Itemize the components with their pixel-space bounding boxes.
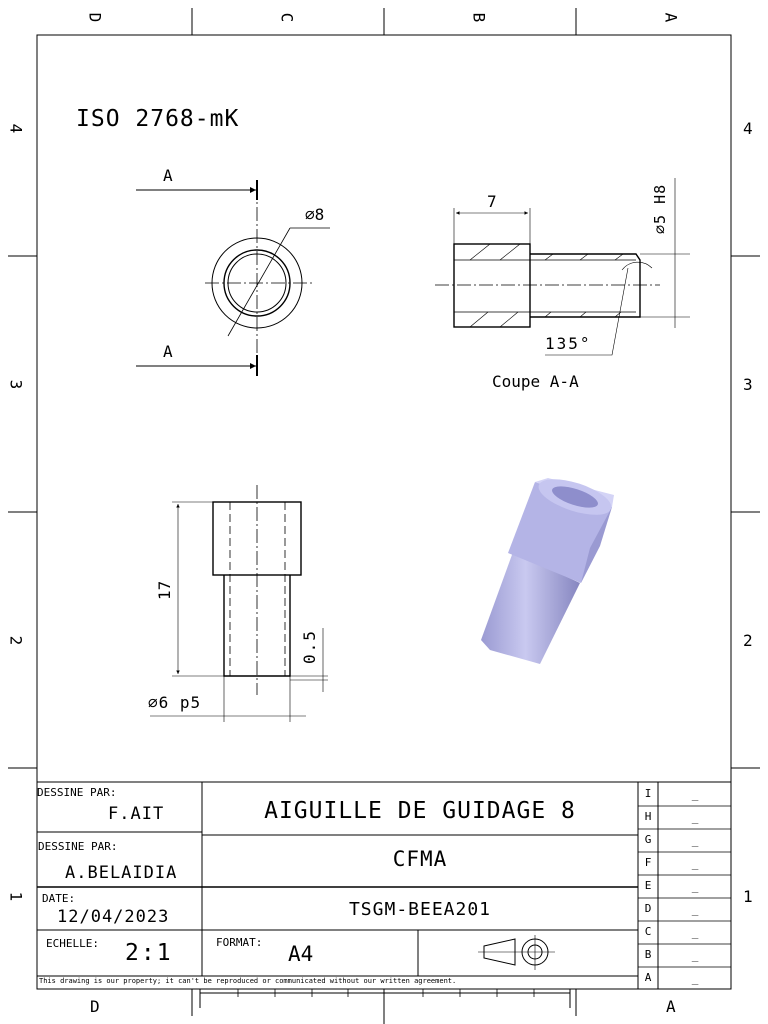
zone-label-top-c: C — [277, 12, 297, 23]
part-3d-view — [481, 472, 615, 664]
section-mark-bottom: A — [163, 342, 173, 361]
revision-letter: E — [644, 879, 652, 892]
revision-value: _ — [691, 857, 699, 870]
tolerance-note: ISO 2768-mK — [76, 106, 240, 132]
date-label: DATE: — [42, 892, 76, 905]
section-title: Coupe A-A — [492, 372, 579, 391]
revision-letter: C — [644, 925, 652, 938]
drawn-by-label-1: DESSINE PAR: — [37, 786, 117, 799]
revision-letter: I — [644, 787, 652, 800]
drawn-by-value-2: A.BELAIDIA — [65, 863, 178, 883]
zone-label-right-4: 4 — [743, 119, 753, 138]
revision-letter: F — [644, 856, 652, 869]
revision-row — [638, 787, 731, 807]
side-length-dimension: 17 — [155, 580, 174, 600]
zone-label-top-b: B — [469, 12, 489, 23]
company-name: CFMA — [392, 847, 448, 871]
drawn-by-value-1: F.AIT — [108, 804, 165, 824]
revision-value: _ — [691, 926, 699, 939]
zone-label-bottom-a: A — [666, 997, 676, 1016]
zone-label-left-4: 4 — [6, 123, 26, 134]
revision-letter: H — [644, 810, 652, 823]
revision-value: _ — [691, 949, 699, 962]
revision-value: _ — [691, 788, 699, 801]
part-name: AIGUILLE DE GUIDAGE 8 — [264, 798, 576, 824]
revision-letter: D — [644, 902, 652, 915]
zone-label-bottom-d: D — [90, 997, 100, 1016]
zone-label-left-2: 2 — [6, 635, 26, 646]
date-value: 12/04/2023 — [57, 907, 170, 927]
zone-label-top-d: D — [85, 12, 105, 23]
zone-label-top-a: A — [661, 12, 681, 23]
zone-label-right-2: 2 — [743, 631, 753, 650]
revision-row — [638, 833, 731, 853]
revision-row — [638, 810, 731, 830]
side-view — [150, 485, 328, 722]
revision-row — [638, 879, 731, 899]
scale-label: ECHELLE: — [46, 937, 99, 950]
revision-value: _ — [691, 834, 699, 847]
revision-row — [638, 902, 731, 922]
front-diameter-dimension: ⌀8 — [305, 205, 325, 224]
revision-row — [638, 856, 731, 876]
side-diameter-dimension: ⌀6 p5 — [148, 693, 202, 712]
revision-row — [638, 971, 731, 991]
section-mark-top: A — [163, 166, 173, 185]
side-chamfer-dimension: 0.5 — [300, 629, 319, 664]
revision-value: _ — [691, 811, 699, 824]
revision-value: _ — [691, 972, 699, 985]
copyright-notice: This drawing is our property; it can't be reproduced or communicated without our written agreement. — [39, 977, 457, 985]
section-length-dimension: 7 — [487, 192, 497, 211]
zone-label-left-1: 1 — [6, 891, 26, 902]
revision-value: _ — [691, 903, 699, 916]
scale-value: 2:1 — [125, 940, 173, 966]
zone-label-left-3: 3 — [6, 379, 26, 390]
revision-row — [638, 925, 731, 945]
section-bore-dimension: ⌀5 H8 — [651, 183, 669, 234]
revision-letter: G — [644, 833, 652, 846]
zone-label-right-1: 1 — [743, 887, 753, 906]
drawn-by-label-2: DESSINE PAR: — [38, 840, 118, 853]
projection-symbol-icon — [478, 935, 555, 970]
drawing-border — [37, 35, 731, 989]
revision-letter: A — [644, 971, 652, 984]
zone-label-right-3: 3 — [743, 375, 753, 394]
format-value: A4 — [288, 942, 314, 966]
revision-row — [638, 948, 731, 968]
revision-value: _ — [691, 880, 699, 893]
section-angle-dimension: 135° — [545, 334, 592, 353]
revision-letter: B — [644, 948, 652, 961]
format-label: FORMAT: — [216, 936, 263, 949]
drawing-reference: TSGM-BEEA201 — [348, 899, 492, 920]
